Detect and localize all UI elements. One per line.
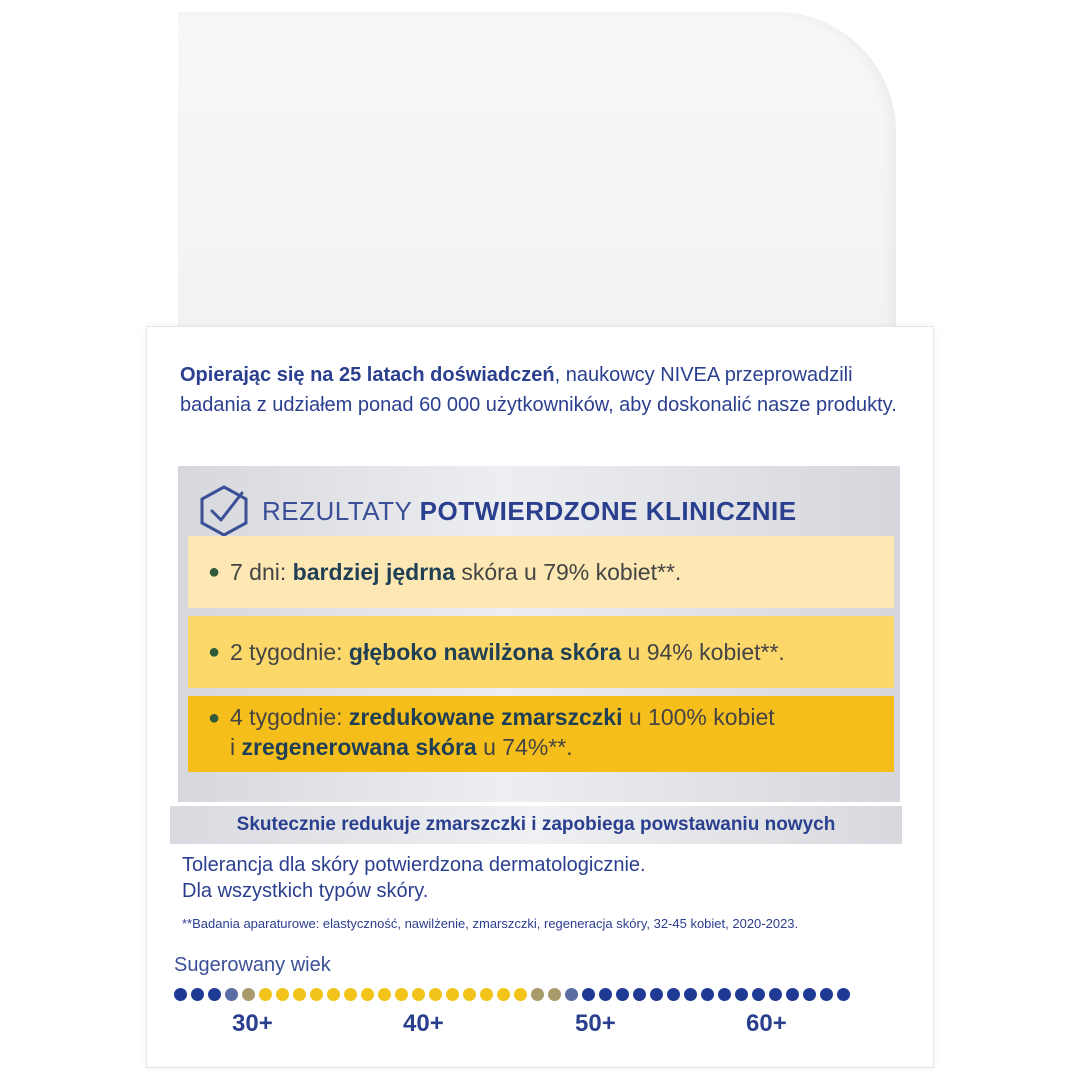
age-dot (480, 988, 493, 1001)
age-dot (803, 988, 816, 1001)
age-dot (718, 988, 731, 1001)
age-dot (582, 988, 595, 1001)
result-text (230, 636, 785, 668)
age-ticks (0, 1010, 1080, 1040)
age-dot (344, 988, 357, 1001)
age-tick-50: 50+ (575, 1010, 616, 1037)
age-dot (395, 988, 408, 1001)
age-tick-60: 60+ (746, 1010, 787, 1037)
result-pre: 7 dni: (230, 559, 293, 585)
age-dot (735, 988, 748, 1001)
age-dot (429, 988, 442, 1001)
age-dot (293, 988, 306, 1001)
age-dot (276, 988, 289, 1001)
claim-banner: Skutecznie redukuje zmarszczki i zapobiega powstawaniu nowych (170, 806, 902, 844)
age-dot (633, 988, 646, 1001)
result-bold: głęboko nawilżona skóra (348, 639, 622, 665)
tolerance-line2: Dla wszystkich typów skóry. (182, 880, 429, 902)
age-dot (531, 988, 544, 1001)
intro-rest: , naukowcy NIVEA przeprowadzili badania z udziałem ponad 60 000 użytkowników, aby doskonalić nasze produkty. (180, 364, 897, 416)
age-dot (208, 988, 221, 1001)
result-post2: u 74%**. (476, 734, 573, 760)
age-dot (565, 988, 578, 1001)
age-dot (463, 988, 476, 1001)
intro-text (180, 360, 920, 420)
age-tick-30: 30+ (232, 1010, 273, 1037)
age-dot (650, 988, 663, 1001)
age-dot (259, 988, 272, 1001)
age-dot (769, 988, 782, 1001)
results-title (262, 496, 797, 527)
age-dot (786, 988, 799, 1001)
bullet-dot-icon: ● (208, 561, 221, 583)
result-row-2-weeks (188, 616, 894, 688)
age-dot (548, 988, 561, 1001)
age-label: Sugerowany wiek (174, 954, 331, 976)
age-dot (446, 988, 459, 1001)
result-row-7-days (188, 536, 894, 608)
age-scale-dots (174, 988, 850, 1006)
age-dot (667, 988, 680, 1001)
age-dot (820, 988, 833, 1001)
result-text (230, 702, 775, 762)
intro-bold: Opierając się na 25 latach doświadczeń (180, 364, 555, 386)
age-dot (225, 988, 238, 1001)
results-title-light: REZULTATY (262, 495, 420, 526)
age-dot (497, 988, 510, 1001)
result-bold: zredukowane zmarszczki (348, 704, 623, 730)
age-tick-40: 40+ (403, 1010, 444, 1037)
age-dot (378, 988, 391, 1001)
result-bold: bardziej jędrna (292, 559, 455, 585)
age-dot (361, 988, 374, 1001)
result-post: skóra u 79% kobiet**. (454, 559, 682, 585)
age-dot (837, 988, 850, 1001)
result-post: u 100% kobiet (622, 704, 775, 730)
result-pre: 4 tygodnie: (230, 704, 349, 730)
results-title-bold: POTWIERDZONE KLINICZNIE (419, 495, 797, 526)
tolerance-text (182, 852, 882, 904)
age-dot (327, 988, 340, 1001)
age-dot (701, 988, 714, 1001)
age-dot (174, 988, 187, 1001)
result-row-4-weeks (188, 696, 894, 772)
age-dot (514, 988, 527, 1001)
result-text (230, 556, 681, 588)
shield-check-icon (192, 479, 256, 543)
age-dot (242, 988, 255, 1001)
age-dot (599, 988, 612, 1001)
age-dot (616, 988, 629, 1001)
age-dot (191, 988, 204, 1001)
results-panel (178, 466, 900, 802)
age-dot (684, 988, 697, 1001)
result-bold2: zregenerowana skóra (241, 734, 477, 760)
result-post: u 94% kobiet**. (621, 639, 785, 665)
bullet-dot-icon: ● (208, 641, 221, 663)
tolerance-line1: Tolerancja dla skóry potwierdzona dermatologicznie. (182, 854, 646, 876)
jar-lid (178, 12, 896, 342)
result-pre: 2 tygodnie: (230, 639, 349, 665)
age-dot (752, 988, 765, 1001)
age-dot (412, 988, 425, 1001)
footnote: **Badania aparaturowe: elastyczność, nawilżenie, zmarszczki, regeneracja skóry, 32-45 kobiet, 2020-2023. (182, 916, 799, 931)
age-dot (310, 988, 323, 1001)
result-line2-pre: i (230, 734, 242, 760)
bullet-dot-icon: ● (208, 707, 221, 729)
